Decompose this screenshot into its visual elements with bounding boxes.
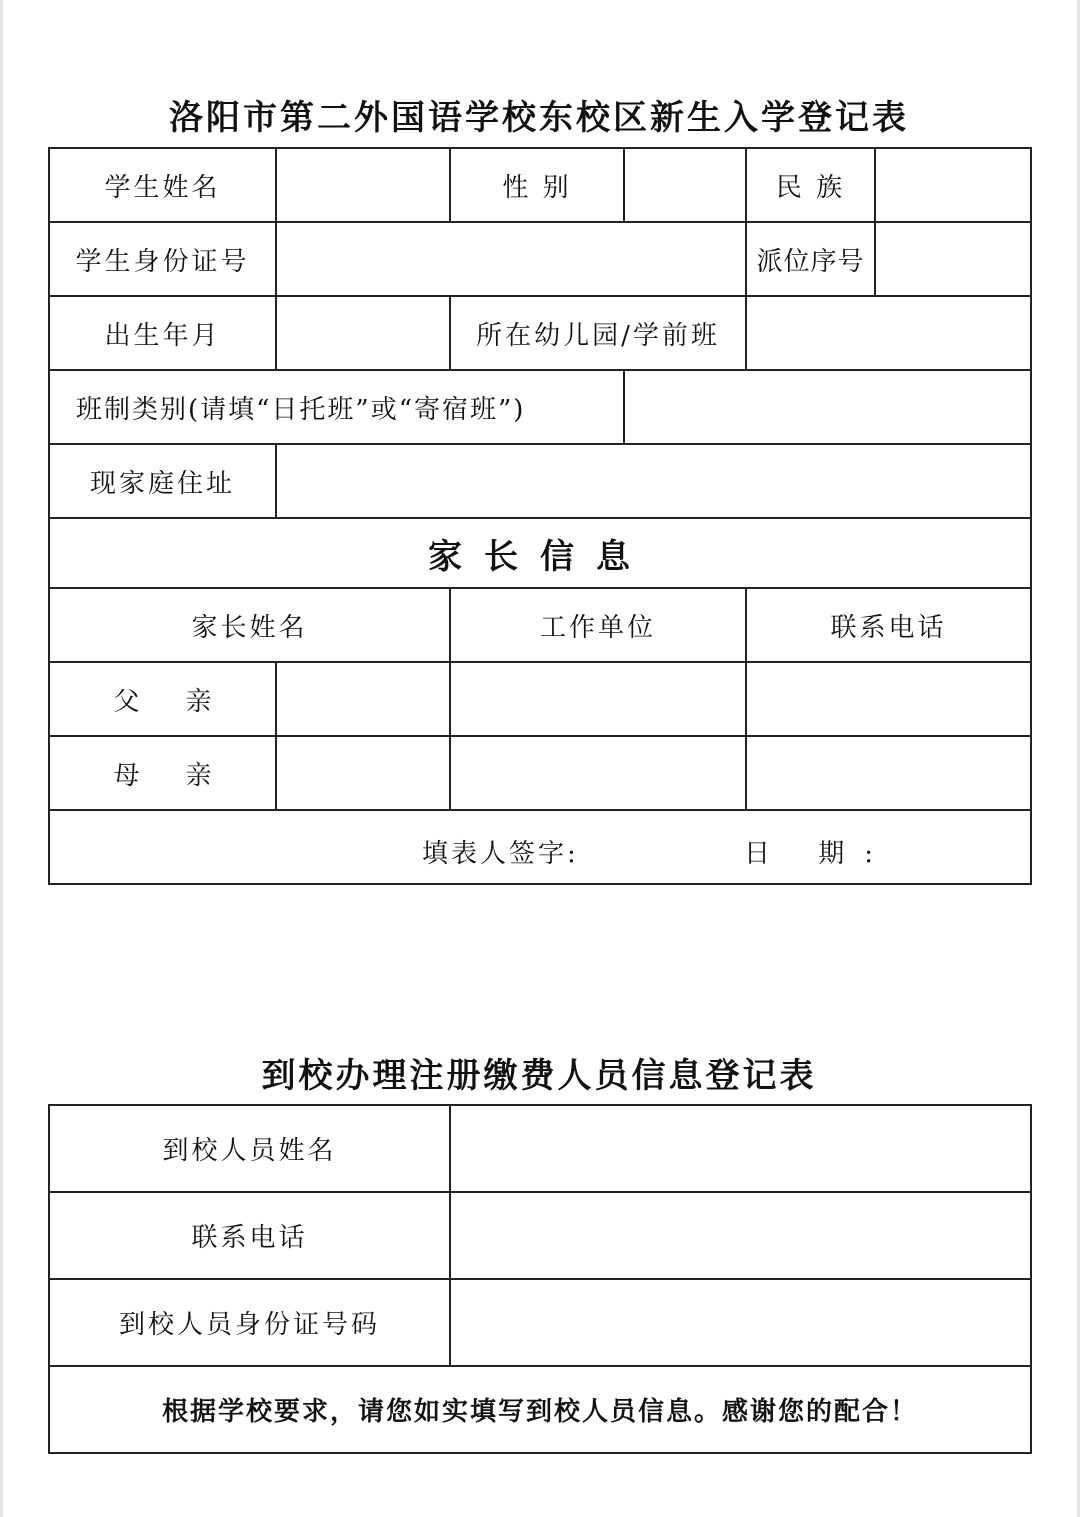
table-row xyxy=(49,1192,1031,1279)
table-row xyxy=(49,588,1031,662)
address-label: 现家庭住址 xyxy=(49,444,276,518)
gender-label: 性 别 xyxy=(450,148,624,222)
signer-label: 填表人签字: xyxy=(422,839,579,869)
visitor-name-label: 到校人员姓名 xyxy=(49,1105,450,1192)
id-number-label: 学生身份证号 xyxy=(49,222,276,296)
table-row xyxy=(49,296,1031,370)
table-row xyxy=(49,148,1031,222)
table-row xyxy=(49,444,1031,518)
table-row xyxy=(49,1366,1031,1453)
table-row xyxy=(49,810,1031,884)
birth-label: 出生年月 xyxy=(49,296,276,370)
parent-name-header: 家长姓名 xyxy=(49,588,450,662)
father-phone-field[interactable] xyxy=(746,662,1031,736)
date-label: 日 期: xyxy=(744,839,894,869)
enrollment-form-title: 洛阳市第二外国语学校东校区新生入学登记表 xyxy=(169,98,909,138)
ethnicity-field[interactable] xyxy=(875,148,1031,222)
visitor-id-field[interactable] xyxy=(450,1279,1031,1366)
kindergarten-label: 所在幼儿园/学前班 xyxy=(450,296,746,370)
visitor-id-label: 到校人员身份证号码 xyxy=(49,1279,450,1366)
table-row xyxy=(49,1105,1031,1192)
visitor-phone-field[interactable] xyxy=(450,1192,1031,1279)
class-type-label: 班制类别(请填“日托班”或“寄宿班”) xyxy=(49,370,624,444)
father-label: 父亲 xyxy=(49,662,276,736)
workplace-header: 工作单位 xyxy=(450,588,746,662)
cooperation-note: 根据学校要求，请您如实填写到校人员信息。感谢您的配合！ xyxy=(49,1366,1031,1453)
visitor-name-field[interactable] xyxy=(450,1105,1031,1192)
sequence-label: 派位序号 xyxy=(746,222,875,296)
parent-section-title: 家长信息 xyxy=(49,518,1031,588)
signature-row xyxy=(49,810,1031,884)
father-workplace-field[interactable] xyxy=(450,662,746,736)
id-number-field[interactable] xyxy=(276,222,746,296)
mother-workplace-field[interactable] xyxy=(450,736,746,810)
gender-field[interactable] xyxy=(624,148,746,222)
birth-field[interactable] xyxy=(276,296,450,370)
student-name-field[interactable] xyxy=(276,148,450,222)
class-type-field[interactable] xyxy=(624,370,1031,444)
table-row xyxy=(49,736,1031,810)
sequence-field[interactable] xyxy=(875,222,1031,296)
enrollment-form-table xyxy=(48,147,1032,885)
table-row xyxy=(49,1279,1031,1366)
table-row xyxy=(49,662,1031,736)
student-name-label: 学生姓名 xyxy=(49,148,276,222)
kindergarten-field[interactable] xyxy=(746,296,1031,370)
registration-form-table xyxy=(48,1104,1032,1454)
mother-name-field[interactable] xyxy=(276,736,450,810)
mother-phone-field[interactable] xyxy=(746,736,1031,810)
table-row xyxy=(49,518,1031,588)
table-row xyxy=(49,222,1031,296)
mother-label: 母亲 xyxy=(49,736,276,810)
father-name-field[interactable] xyxy=(276,662,450,736)
visitor-phone-label: 联系电话 xyxy=(49,1192,450,1279)
registration-form-title: 到校办理注册缴费人员信息登记表 xyxy=(261,1056,817,1096)
table-row xyxy=(49,370,1031,444)
address-field[interactable] xyxy=(276,444,1031,518)
phone-header: 联系电话 xyxy=(746,588,1031,662)
ethnicity-label: 民 族 xyxy=(746,148,875,222)
page-edge-left xyxy=(0,0,3,1517)
